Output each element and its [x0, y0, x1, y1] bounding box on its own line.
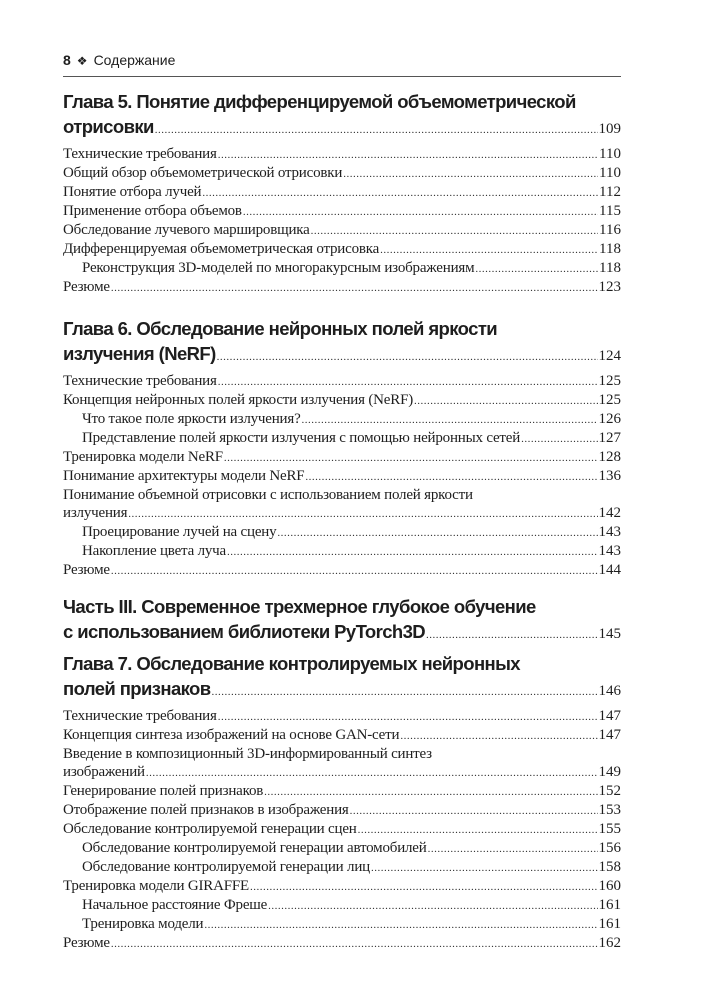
dot-leader	[218, 707, 598, 726]
entry-text: Обследование лучевого маршировщика	[63, 222, 310, 238]
entry-page-number: 125	[598, 392, 621, 408]
entry-text: Реконструкция 3D-моделей по многоракурсным изображениям	[82, 260, 475, 276]
entry-row	[63, 504, 621, 523]
dot-leader	[218, 145, 598, 164]
entry-row	[82, 542, 621, 561]
entry-text: Что такое поле яркости излучения?	[82, 411, 301, 427]
entry-text: Генерирование полей признаков	[63, 783, 264, 799]
entry-text: Обследование контролируемой генерации сцен	[63, 821, 357, 837]
dot-leader	[111, 278, 598, 297]
dot-leader	[400, 726, 597, 745]
dot-leader	[350, 801, 598, 820]
dot-leader	[202, 183, 598, 202]
entry-text: изображений	[63, 764, 145, 780]
entry-text: Дифференцируемая объемометрическая отрисовка	[63, 241, 380, 257]
toc-entry[interactable]	[63, 467, 621, 486]
heading-line-2: с использованием библиотеки PyTorch3D	[63, 621, 426, 642]
entry-row	[63, 820, 621, 839]
toc-entry[interactable]	[63, 259, 621, 278]
entry-row	[63, 467, 621, 486]
entry-page-number: 115	[599, 203, 621, 219]
entry-page-number: 118	[599, 260, 621, 276]
entry-page-number: 136	[598, 468, 621, 484]
entry-page-number: 143	[598, 524, 621, 540]
toc-chapter-5	[63, 89, 621, 297]
heading-line-2: отрисовки	[63, 116, 154, 137]
dot-leader	[204, 915, 597, 934]
dot-leader	[111, 934, 598, 953]
entry-text: Понимание архитектуры модели NeRF	[63, 468, 305, 484]
entry-text: Технические требования	[63, 146, 217, 162]
entry-row	[82, 915, 621, 934]
heading-line-2-row	[63, 676, 621, 705]
heading[interactable]	[63, 651, 621, 705]
toc-entry[interactable]	[63, 410, 621, 429]
entry-text-line-1: Введение в композиционный 3D-информированный синтез	[63, 746, 432, 762]
entry-page-number: 147	[598, 708, 621, 724]
entry-row	[63, 391, 621, 410]
entry-row	[63, 782, 621, 801]
entry-row	[82, 858, 621, 877]
heading[interactable]	[63, 89, 621, 143]
entry-text: Тренировка модели NeRF	[63, 449, 223, 465]
entry-row	[63, 240, 621, 259]
entry-row	[63, 372, 621, 391]
dot-leader	[475, 259, 598, 278]
entry-page-number: 128	[598, 449, 621, 465]
entry-list	[63, 707, 621, 953]
entry-page-number: 149	[598, 764, 621, 780]
running-header	[63, 52, 621, 77]
entry-page-number: 116	[599, 222, 621, 238]
heading-page-number: 109	[598, 121, 621, 137]
entry-page-number: 127	[598, 430, 621, 446]
entry-page-number: 152	[598, 783, 621, 799]
entry-text: Технические требования	[63, 373, 217, 389]
heading-page-number: 124	[598, 348, 621, 364]
entry-page-number: 118	[599, 241, 621, 257]
entry-page-number: 153	[598, 802, 621, 818]
toc-entry[interactable]	[63, 542, 621, 561]
entry-text: Общий обзор объемометрической отрисовки	[63, 165, 343, 181]
entry-list	[63, 145, 621, 297]
entry-row	[63, 183, 621, 202]
toc-entry[interactable]	[63, 915, 621, 934]
entry-text: Обследование контролируемой генерации лиц	[82, 859, 370, 875]
entry-page-number: 125	[598, 373, 621, 389]
toc-entry[interactable]	[63, 278, 621, 297]
heading-page-number: 146	[598, 683, 621, 699]
toc-entry[interactable]	[63, 877, 621, 896]
entry-list	[63, 372, 621, 580]
entry-row	[63, 877, 621, 896]
entry-row	[63, 448, 621, 467]
entry-text: Отображение полей признаков в изображения	[63, 802, 349, 818]
toc-entry[interactable]	[63, 183, 621, 202]
entry-row	[82, 429, 621, 448]
toc-entry[interactable]	[63, 391, 621, 410]
entry-text: Понятие отбора лучей	[63, 184, 202, 200]
dot-leader	[243, 202, 598, 221]
entry-row	[63, 726, 621, 745]
toc-entry[interactable]	[63, 934, 621, 953]
toc-entry[interactable]	[63, 448, 621, 467]
entry-text: Применение отбора объемов	[63, 203, 242, 219]
dot-leader	[128, 504, 597, 523]
entry-page-number: 161	[598, 916, 621, 932]
entry-page-number: 110	[599, 146, 621, 162]
toc-entry[interactable]	[63, 202, 621, 221]
toc-entry[interactable]	[63, 561, 621, 580]
entry-page-number: 156	[598, 840, 621, 856]
entry-text: Тренировка модели GIRAFFE	[63, 878, 249, 894]
toc-entry[interactable]	[63, 707, 621, 726]
toc-entry[interactable]	[63, 896, 621, 915]
dot-leader	[311, 221, 598, 240]
entry-page-number: 155	[598, 821, 621, 837]
toc-entry[interactable]	[63, 429, 621, 448]
entry-text: Концепция синтеза изображений на основе GAN-сети	[63, 727, 400, 743]
entry-row	[63, 278, 621, 297]
entry-row	[63, 934, 621, 953]
entry-text: излучения	[63, 505, 128, 521]
entry-text: Тренировка модели	[82, 916, 204, 932]
toc-part-3	[63, 594, 621, 648]
toc-entry[interactable]	[63, 782, 621, 801]
dot-leader	[426, 619, 597, 648]
dot-leader	[380, 240, 598, 259]
dot-leader	[358, 820, 598, 839]
entry-page-number: 160	[598, 878, 621, 894]
dot-leader	[305, 467, 597, 486]
heading-line-2: полей признаков	[63, 678, 211, 699]
entry-page-number: 158	[598, 859, 621, 875]
toc-entry[interactable]	[63, 145, 621, 164]
heading-line-2-row	[63, 341, 621, 370]
heading-line-1: Глава 7. Обследование контролируемых нейронных	[63, 653, 520, 674]
heading-page-number: 145	[598, 626, 621, 642]
toc-entry[interactable]	[63, 523, 621, 542]
dot-leader	[146, 763, 598, 782]
entry-row	[82, 523, 621, 542]
toc-entry[interactable]	[63, 372, 621, 391]
toc-chapter-6	[63, 316, 621, 580]
entry-text: Обследование контролируемой генерации автомобилей	[82, 840, 427, 856]
entry-text: Резюме	[63, 279, 110, 295]
dot-leader	[224, 448, 598, 467]
heading-line-1: Глава 6. Обследование нейронных полей яркости	[63, 318, 498, 339]
entry-row	[63, 707, 621, 726]
entry-text: Резюме	[63, 562, 110, 578]
entry-page-number: 112	[599, 184, 621, 200]
entry-text: Технические требования	[63, 708, 217, 724]
toc-entry[interactable]	[63, 745, 621, 782]
toc-entry[interactable]	[63, 839, 621, 858]
dot-leader	[371, 858, 598, 877]
dot-leader	[277, 523, 597, 542]
toc-entry[interactable]	[63, 858, 621, 877]
entry-row	[63, 221, 621, 240]
dot-leader	[111, 561, 598, 580]
dot-leader	[264, 782, 597, 801]
dot-leader	[428, 839, 598, 858]
toc-entry[interactable]	[63, 726, 621, 745]
page-number: 8	[63, 52, 71, 68]
entry-row	[82, 839, 621, 858]
toc-entry[interactable]	[63, 820, 621, 839]
entry-page-number: 147	[598, 727, 621, 743]
entry-row	[63, 202, 621, 221]
entry-text: Концепция нейронных полей яркости излучения (NeRF)	[63, 392, 414, 408]
entry-page-number: 144	[598, 562, 621, 578]
entry-row	[82, 896, 621, 915]
dot-leader	[250, 877, 598, 896]
entry-row	[63, 763, 621, 782]
entry-row	[82, 259, 621, 278]
toc-entry[interactable]	[63, 164, 621, 183]
heading[interactable]	[63, 594, 621, 648]
entry-text: Накопление цвета луча	[82, 543, 226, 559]
entry-row	[63, 561, 621, 580]
dot-leader	[268, 896, 597, 915]
dot-leader	[155, 114, 598, 143]
dot-leader	[227, 542, 598, 561]
entry-text: Проецирование лучей на сцену	[82, 524, 277, 540]
entry-page-number: 126	[598, 411, 621, 427]
entry-page-number: 142	[598, 505, 621, 521]
entry-row	[82, 410, 621, 429]
heading-line-1: Часть III. Современное трехмерное глубокое обучение	[63, 596, 536, 617]
entry-page-number: 162	[598, 935, 621, 951]
toc-entry[interactable]	[63, 221, 621, 240]
dot-leader	[218, 372, 598, 391]
heading-line-1: Глава 5. Понятие дифференцируемой объемометрической	[63, 91, 576, 112]
entry-text: Представление полей яркости излучения с помощью нейронных сетей	[82, 430, 521, 446]
entry-page-number: 143	[598, 543, 621, 559]
dot-leader	[521, 429, 597, 448]
heading[interactable]	[63, 316, 621, 370]
toc-entry[interactable]	[63, 240, 621, 259]
entry-row	[63, 801, 621, 820]
dot-leader	[302, 410, 598, 429]
section-title: Содержание	[93, 52, 176, 68]
toc-entry[interactable]	[63, 486, 621, 523]
entry-row	[63, 145, 621, 164]
entry-text: Резюме	[63, 935, 110, 951]
entry-page-number: 110	[599, 165, 621, 181]
dot-leader	[414, 391, 597, 410]
heading-line-2-row	[63, 114, 621, 143]
toc-chapter-7	[63, 651, 621, 953]
dot-leader	[343, 164, 598, 183]
heading-line-2-row	[63, 619, 621, 648]
entry-page-number: 123	[598, 279, 621, 295]
entry-page-number: 161	[598, 897, 621, 913]
dot-leader	[212, 676, 598, 705]
entry-text-line-1: Понимание объемной отрисовки с использованием полей яркости	[63, 487, 473, 503]
toc-entry[interactable]	[63, 801, 621, 820]
heading-line-2: излучения (NeRF)	[63, 343, 216, 364]
diamond-ornament-icon: ❖	[76, 54, 88, 68]
dot-leader	[217, 341, 598, 370]
entry-text: Начальное расстояние Фреше	[82, 897, 268, 913]
entry-row	[63, 164, 621, 183]
